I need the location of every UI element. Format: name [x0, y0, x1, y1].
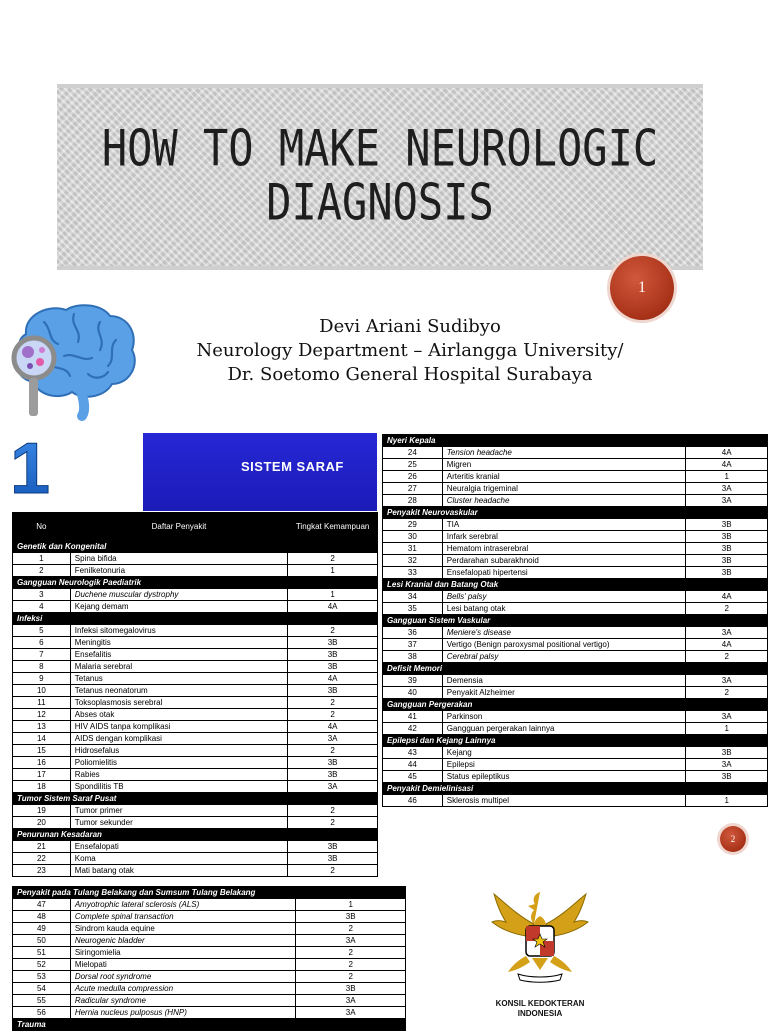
competency-level: 3B: [686, 567, 768, 579]
row-number: 46: [383, 795, 443, 807]
author-name: Devi Ariani Sudibyo: [319, 316, 501, 337]
competency-level: 3A: [296, 1007, 406, 1019]
row-number: 5: [13, 625, 71, 637]
disease-name: Ensefalopati hipertensi: [442, 567, 686, 579]
row-number: 32: [383, 555, 443, 567]
competency-level: 2: [686, 651, 768, 663]
competency-level: 3A: [686, 759, 768, 771]
header-no: No: [13, 513, 71, 541]
disease-name: Migren: [442, 459, 686, 471]
section-row: [13, 541, 378, 553]
competency-level: 3B: [288, 757, 378, 769]
section-row: [383, 507, 768, 519]
competency-level: 2: [686, 687, 768, 699]
disease-name: Cerebral palsy: [442, 651, 686, 663]
disease-name: Tumor primer: [70, 805, 287, 817]
disease-table-bottom: [12, 886, 406, 1031]
section-title: Lesi Kranial dan Batang Otak: [383, 579, 768, 591]
competency-level: 1: [296, 899, 406, 911]
competency-level: 3A: [686, 483, 768, 495]
disease-name: Lesi batang otak: [442, 603, 686, 615]
disease-name: Tension headache: [442, 447, 686, 459]
section-number: 1: [9, 429, 51, 509]
competency-level: 4A: [288, 601, 378, 613]
page-number-badge: 2: [720, 826, 746, 852]
row-number: 45: [383, 771, 443, 783]
row-number: 20: [13, 817, 71, 829]
section-title: Penyakit pada Tulang Belakang dan Sumsum Tulang Belakang: [13, 887, 406, 899]
table-header: [13, 513, 378, 541]
disease-name: Gangguan pergerakan lainnya: [442, 723, 686, 735]
table-row: [383, 747, 768, 759]
table-row: [13, 841, 378, 853]
competency-level: 1: [288, 565, 378, 577]
author-block: [140, 315, 680, 387]
row-number: 15: [13, 745, 71, 757]
row-number: 43: [383, 747, 443, 759]
disease-name: Abses otak: [70, 709, 287, 721]
competency-level: 2: [288, 745, 378, 757]
competency-level: 4A: [686, 447, 768, 459]
table-row: [13, 745, 378, 757]
table-row: [13, 935, 406, 947]
row-number: 51: [13, 947, 71, 959]
section-title: Infeksi: [13, 613, 378, 625]
section-row: [13, 1019, 406, 1031]
table-row: [383, 483, 768, 495]
row-number: 53: [13, 971, 71, 983]
disease-name: Neurogenic bladder: [70, 935, 296, 947]
table-row: [383, 723, 768, 735]
row-number: 26: [383, 471, 443, 483]
emblem-caption: [480, 999, 600, 1019]
table-row: [13, 649, 378, 661]
table-row: [13, 769, 378, 781]
disease-name: Rabies: [70, 769, 287, 781]
disease-name: Ensefalopati: [70, 841, 287, 853]
row-number: 19: [13, 805, 71, 817]
competency-level: 3A: [686, 627, 768, 639]
disease-name: Hematom intraserebral: [442, 543, 686, 555]
emblem-caption-line2: INDONESIA: [517, 1009, 563, 1018]
competency-level: 3B: [288, 661, 378, 673]
disease-name: Neuralgia trigeminal: [442, 483, 686, 495]
section-title: Penyakit Neurovaskular: [383, 507, 768, 519]
disease-name: Perdarahan subarakhnoid: [442, 555, 686, 567]
row-number: 25: [383, 459, 443, 471]
competency-level: 3A: [686, 495, 768, 507]
emblem-caption-line1: KONSIL KEDOKTERAN: [495, 999, 585, 1008]
section-title: Nyeri Kepala: [383, 435, 768, 447]
competency-level: 3B: [686, 543, 768, 555]
row-number: 17: [13, 769, 71, 781]
disease-name: Radicular syndrome: [70, 995, 296, 1007]
table-row: [13, 757, 378, 769]
competency-level: 2: [296, 959, 406, 971]
table-row: [383, 591, 768, 603]
disease-name: Mielopati: [70, 959, 296, 971]
disease-name: Kejang: [442, 747, 686, 759]
disease-table-left: [12, 512, 378, 877]
competency-level: 2: [288, 709, 378, 721]
row-number: 41: [383, 711, 443, 723]
table-row: [383, 519, 768, 531]
section-title: Gangguan Pergerakan: [383, 699, 768, 711]
row-number: 24: [383, 447, 443, 459]
competency-level: 1: [686, 471, 768, 483]
table-row: [13, 733, 378, 745]
competency-level: 3B: [686, 771, 768, 783]
banner-title: SISTEM SARAF: [241, 459, 344, 474]
disease-name: Epilepsi: [442, 759, 686, 771]
competency-level: 4A: [686, 459, 768, 471]
disease-name: Arteritis kranial: [442, 471, 686, 483]
disease-name: Siringomielia: [70, 947, 296, 959]
disease-name: Tetanus: [70, 673, 287, 685]
row-number: 31: [383, 543, 443, 555]
disease-name: Duchene muscular dystrophy: [70, 589, 287, 601]
disease-name: Penyakit Alzheimer: [442, 687, 686, 699]
table-row: [383, 687, 768, 699]
table-row: [383, 567, 768, 579]
row-number: 39: [383, 675, 443, 687]
row-number: 10: [13, 685, 71, 697]
section-row: [13, 887, 406, 899]
disease-name: Demensia: [442, 675, 686, 687]
table-row: [13, 853, 378, 865]
row-number: 40: [383, 687, 443, 699]
row-number: 29: [383, 519, 443, 531]
table-row: [13, 959, 406, 971]
table-row: [13, 673, 378, 685]
section-title: Epilepsi dan Kejang Lainnya: [383, 735, 768, 747]
section-row: [383, 663, 768, 675]
table-row: [13, 565, 378, 577]
table-row: [13, 781, 378, 793]
table-row: [13, 721, 378, 733]
row-number: 12: [13, 709, 71, 721]
brain-magnifier-icon: [4, 300, 140, 418]
disease-name: Sindrom kauda equine: [70, 923, 296, 935]
row-number: 16: [13, 757, 71, 769]
row-number: 48: [13, 911, 71, 923]
table-row: [383, 531, 768, 543]
competency-level: 3A: [686, 711, 768, 723]
table-row: [13, 865, 378, 877]
table-row: [383, 759, 768, 771]
row-number: 18: [13, 781, 71, 793]
row-number: 28: [383, 495, 443, 507]
row-number: 49: [13, 923, 71, 935]
table-row: [383, 555, 768, 567]
section-row: [383, 579, 768, 591]
disease-name: HIV AIDS tanpa komplikasi: [70, 721, 287, 733]
competency-level: 3B: [686, 555, 768, 567]
disease-name: Spondilitis TB: [70, 781, 287, 793]
section-row: [383, 435, 768, 447]
competency-level: 1: [686, 723, 768, 735]
table-row: [13, 709, 378, 721]
row-number: 8: [13, 661, 71, 673]
disease-name: Malaria serebral: [70, 661, 287, 673]
section-row: [383, 735, 768, 747]
competency-level: 3B: [288, 841, 378, 853]
section-title: Genetik dan Kongenital: [13, 541, 378, 553]
row-number: 11: [13, 697, 71, 709]
table-row: [383, 795, 768, 807]
disease-name: Spina bifida: [70, 553, 287, 565]
disease-name: Poliomielitis: [70, 757, 287, 769]
table-row: [13, 995, 406, 1007]
row-number: 30: [383, 531, 443, 543]
disease-name: Sklerosis multipel: [442, 795, 686, 807]
disease-name: Bells' palsy: [442, 591, 686, 603]
header-level: Tingkat Kemampuan: [288, 513, 378, 541]
title-banner: [57, 84, 703, 270]
row-number: 14: [13, 733, 71, 745]
competency-level: 2: [288, 817, 378, 829]
row-number: 47: [13, 899, 71, 911]
disease-name: Acute medulla compression: [70, 983, 296, 995]
table-row: [13, 971, 406, 983]
disease-name: Dorsal root syndrome: [70, 971, 296, 983]
sistem-saraf-banner: [143, 433, 377, 511]
table-row: [13, 601, 378, 613]
disease-name: Meniere's disease: [442, 627, 686, 639]
table-row: [383, 603, 768, 615]
table-row: [13, 661, 378, 673]
competency-level: 3B: [686, 747, 768, 759]
table-row: [13, 805, 378, 817]
table-row: [13, 637, 378, 649]
row-number: 1: [13, 553, 71, 565]
competency-level: 1: [686, 795, 768, 807]
row-number: 38: [383, 651, 443, 663]
competency-level: 3B: [288, 637, 378, 649]
table-row: [13, 923, 406, 935]
competency-level: 3B: [288, 769, 378, 781]
disease-name: Cluster headache: [442, 495, 686, 507]
disease-name: Ensefalitis: [70, 649, 287, 661]
row-number: 34: [383, 591, 443, 603]
garuda-emblem-icon: [488, 886, 592, 986]
table-row: [383, 447, 768, 459]
table-row: [13, 553, 378, 565]
section-number-graphic: [9, 429, 51, 509]
author-hospital: Dr. Soetomo General Hospital Surabaya: [227, 364, 593, 385]
row-number: 27: [383, 483, 443, 495]
section-title: Defisit Memori: [383, 663, 768, 675]
section-title: Trauma: [13, 1019, 406, 1031]
section-title: Penurunan Kesadaran: [13, 829, 378, 841]
row-number: 56: [13, 1007, 71, 1019]
table-row: [13, 697, 378, 709]
section-row: [13, 577, 378, 589]
row-number: 13: [13, 721, 71, 733]
row-number: 37: [383, 639, 443, 651]
disease-name: Amyotrophic lateral sclerosis (ALS): [70, 899, 296, 911]
competency-level: 3A: [296, 995, 406, 1007]
header-name: Daftar Penyakit: [70, 513, 287, 541]
page-title: HOW TO MAKE NEUROLOGIC DIAGNOSIS: [101, 119, 659, 232]
disease-name: Koma: [70, 853, 287, 865]
competency-level: 4A: [686, 639, 768, 651]
competency-level: 2: [296, 947, 406, 959]
competency-level: 3B: [686, 531, 768, 543]
table-row: [13, 983, 406, 995]
row-number: 44: [383, 759, 443, 771]
disease-name: Infeksi sitomegalovirus: [70, 625, 287, 637]
slide-number-badge: 1: [610, 256, 674, 320]
table-row: [383, 675, 768, 687]
disease-name: TIA: [442, 519, 686, 531]
disease-table-right: [382, 434, 768, 807]
row-number: 50: [13, 935, 71, 947]
row-number: 55: [13, 995, 71, 1007]
row-number: 3: [13, 589, 71, 601]
section-row: [13, 829, 378, 841]
section-row: [383, 783, 768, 795]
table-row: [13, 899, 406, 911]
competency-level: 4A: [686, 591, 768, 603]
section-row: [13, 613, 378, 625]
section-title: Penyakit Demielinisasi: [383, 783, 768, 795]
disease-name: Vertigo (Benign paroxysmal positional vertigo): [442, 639, 686, 651]
row-number: 23: [13, 865, 71, 877]
section-row: [13, 793, 378, 805]
competency-level: 4A: [288, 721, 378, 733]
competency-level: 3B: [288, 685, 378, 697]
table-row: [383, 627, 768, 639]
author-department: Neurology Department – Airlangga University/: [196, 340, 624, 361]
competency-level: 3B: [686, 519, 768, 531]
table-row: [13, 911, 406, 923]
disease-name: Status epileptikus: [442, 771, 686, 783]
disease-name: Hernia nucleus pulposus (HNP): [70, 1007, 296, 1019]
table-row: [13, 685, 378, 697]
competency-level: 2: [288, 805, 378, 817]
table-row: [383, 495, 768, 507]
table-row: [383, 651, 768, 663]
table-row: [13, 1007, 406, 1019]
row-number: 52: [13, 959, 71, 971]
table-row: [383, 471, 768, 483]
disease-name: Tetanus neonatorum: [70, 685, 287, 697]
section-title: Gangguan Sistem Vaskular: [383, 615, 768, 627]
row-number: 2: [13, 565, 71, 577]
competency-level: 2: [288, 625, 378, 637]
section-title: Gangguan Neurologik Paediatrik: [13, 577, 378, 589]
competency-level: 3A: [686, 675, 768, 687]
competency-level: 3B: [296, 911, 406, 923]
disease-name: Mati batang otak: [70, 865, 287, 877]
row-number: 4: [13, 601, 71, 613]
competency-level: 2: [296, 971, 406, 983]
disease-name: Complete spinal transaction: [70, 911, 296, 923]
row-number: 54: [13, 983, 71, 995]
table-row: [383, 771, 768, 783]
competency-level: 3B: [288, 853, 378, 865]
competency-level: 2: [288, 553, 378, 565]
competency-level: 4A: [288, 673, 378, 685]
competency-level: 1: [288, 589, 378, 601]
competency-level: 3B: [296, 983, 406, 995]
section-row: [383, 699, 768, 711]
disease-name: Parkinson: [442, 711, 686, 723]
competency-level: 2: [288, 865, 378, 877]
disease-name: Tumor sekunder: [70, 817, 287, 829]
row-number: 33: [383, 567, 443, 579]
row-number: 9: [13, 673, 71, 685]
table-row: [383, 711, 768, 723]
competency-level: 2: [296, 923, 406, 935]
table-row: [13, 817, 378, 829]
row-number: 21: [13, 841, 71, 853]
table-row: [383, 639, 768, 651]
disease-name: AIDS dengan komplikasi: [70, 733, 287, 745]
competency-level: 3A: [288, 781, 378, 793]
disease-name: Toksoplasmosis serebral: [70, 697, 287, 709]
competency-level: 3B: [288, 649, 378, 661]
table-row: [383, 543, 768, 555]
competency-level: 2: [686, 603, 768, 615]
section-row: [383, 615, 768, 627]
row-number: 35: [383, 603, 443, 615]
disease-name: Fenilketonuria: [70, 565, 287, 577]
table-row: [13, 589, 378, 601]
disease-name: Infark serebral: [442, 531, 686, 543]
competency-level: 3A: [288, 733, 378, 745]
row-number: 6: [13, 637, 71, 649]
table-row: [13, 947, 406, 959]
competency-level: 2: [288, 697, 378, 709]
disease-name: Hidrosefalus: [70, 745, 287, 757]
disease-name: Meningitis: [70, 637, 287, 649]
section-title: Tumor Sistem Saraf Pusat: [13, 793, 378, 805]
row-number: 42: [383, 723, 443, 735]
disease-name: Kejang demam: [70, 601, 287, 613]
row-number: 7: [13, 649, 71, 661]
row-number: 36: [383, 627, 443, 639]
row-number: 22: [13, 853, 71, 865]
competency-level: 3A: [296, 935, 406, 947]
table-row: [383, 459, 768, 471]
table-row: [13, 625, 378, 637]
